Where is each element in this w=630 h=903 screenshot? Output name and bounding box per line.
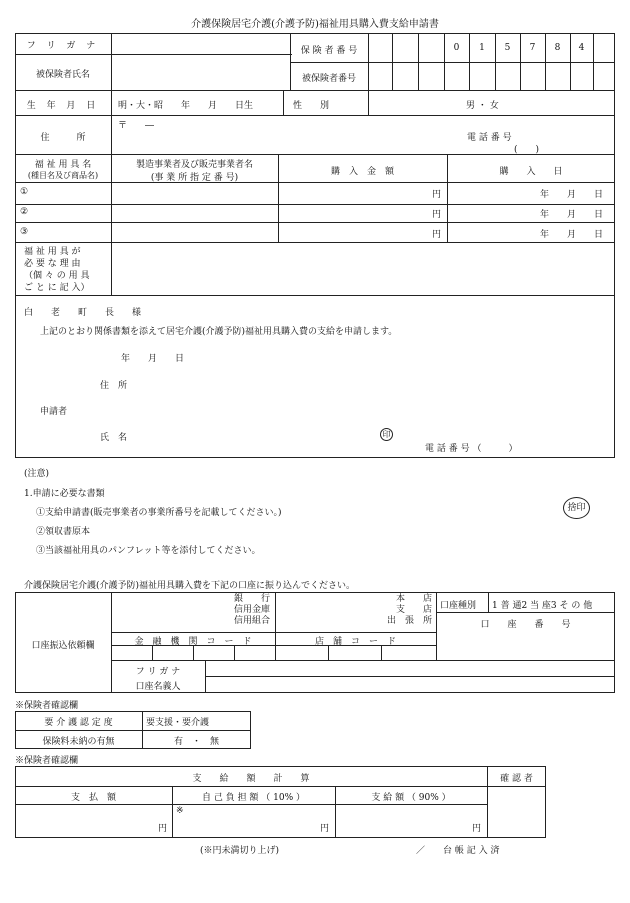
branch-type: 出 張 所: [386, 616, 432, 626]
postal-mark: 〒 ―: [118, 121, 155, 131]
account-number-input[interactable]: [438, 632, 613, 658]
address-label: 住 所: [40, 133, 86, 143]
yen-unit: 円: [472, 824, 482, 834]
reason-label-line: （個 々 の 用 具: [24, 271, 90, 281]
bank-type: 信用組合: [233, 616, 270, 626]
notes-item-1: 1.申請に必要な書類: [24, 489, 105, 499]
care-level-value: 要支援・要介護: [146, 718, 210, 728]
discard-seal: 捨印: [563, 497, 590, 519]
benefit-label: 支 給 額 （ 90% ）: [371, 793, 451, 803]
purchase-amount-header: 購 入 金 額: [330, 167, 394, 177]
bank-intro: 介護保険居宅介護(介護予防)福祉用具購入費を下記の口座に振り込んでください。: [24, 581, 356, 591]
holder-name-label: 口座名義人: [135, 682, 181, 692]
insurer-digit: 1: [479, 43, 485, 53]
row-number: ③: [20, 227, 29, 237]
phone-label: 電 話 番 号: [467, 133, 512, 143]
applicant-label: 申請者: [40, 407, 68, 417]
application-statement: 上記のとおり関係書類を添えて居宅介護(介護予防)福祉用具購入費の支給を申請します。: [40, 327, 398, 337]
rounding-mark: ※: [176, 806, 184, 816]
insured-name-label: 被保険者氏名: [35, 70, 90, 80]
ledger-recorded: ／ 台 帳 記 入 済: [416, 846, 500, 856]
branch-type-list: [370, 594, 432, 627]
yen-unit: 円: [432, 210, 442, 220]
premium-unpaid-value: 有 ・ 無: [173, 737, 219, 747]
row-number: ①: [20, 187, 29, 197]
notes-heading: (注意): [24, 469, 50, 479]
birth-date-value: 明・大・昭 年 月 日生: [118, 101, 254, 111]
insurer-digit: 0: [453, 43, 460, 53]
furigana-input[interactable]: [113, 36, 288, 52]
calc-header: 支 給 額 計 算: [192, 774, 310, 784]
insured-name-input[interactable]: [113, 57, 288, 88]
item-name-header: 福 祉 用 具 名: [34, 160, 92, 170]
reason-label-line: 必 要 な 理 由: [24, 259, 81, 269]
insurer-number-label: 保 険 者 番 号: [300, 46, 358, 56]
yen-unit: 円: [158, 824, 168, 834]
addressee: 白 老 町 長 様: [24, 308, 142, 318]
insurer-digit: 5: [504, 43, 511, 53]
insurer-check-heading-2: ※保険者確認欄: [15, 756, 79, 766]
transfer-request-label: 口座振込依頼欄: [31, 641, 95, 651]
bank-type: 信用金庫: [233, 605, 270, 615]
branch-type: 支 店: [395, 605, 432, 615]
notes-sub-2: ②領収書原本: [36, 527, 91, 537]
payment-amount-label: 支 払 額: [70, 793, 116, 803]
maker-input-2[interactable]: [113, 206, 276, 221]
holder-name-input[interactable]: [207, 677, 613, 692]
account-type-value[interactable]: 1 普 通2 当 座3 そ の 他: [492, 601, 593, 611]
self-pay-label: 自 己 負 担 額 （ 10% ）: [201, 793, 306, 803]
applicant-address-label: 住 所: [100, 381, 128, 391]
rounding-footnote: (※円未満切り上げ): [200, 846, 280, 856]
purchase-date: 年 月 日: [540, 190, 604, 200]
purchase-date: 年 月 日: [540, 210, 604, 220]
bank-code-label: 金 融 機 関 コ ー ド: [134, 637, 252, 647]
care-level-label: 要 介 護 認 定 度: [44, 718, 113, 728]
reason-label: [24, 246, 89, 294]
item-name-subheader: (種目名及び商品名): [27, 171, 99, 180]
account-type-label: 口座種別: [440, 601, 477, 611]
purchase-date-header: 購 入 日: [499, 167, 563, 177]
insurer-digit: 4: [578, 43, 585, 53]
confirmer-label: 確 認 者: [500, 774, 533, 784]
applicant-phone: 電 話 番 号 （ ）: [425, 444, 518, 454]
insurer-digit: 7: [529, 43, 536, 53]
yen-unit: 円: [432, 230, 442, 240]
holder-furigana-input[interactable]: [207, 662, 613, 675]
bank-type: 銀 行: [233, 594, 270, 604]
bank-type-list: [200, 594, 270, 627]
applicant-name-label: 氏 名: [100, 433, 128, 443]
branch-code-label: 店 舗 コ ー ド: [314, 637, 396, 647]
form-title: 介護保険居宅介護(介護予防)福祉用具購入費支給申請書: [191, 19, 439, 30]
purchase-date: 年 月 日: [540, 230, 604, 240]
yen-unit: 円: [320, 824, 330, 834]
branch-type: 本 店: [395, 594, 432, 604]
maker-subheader: (事 業 所 指 定 番 号): [150, 173, 239, 183]
premium-unpaid-label: 保険料未納の有無: [42, 737, 115, 747]
row-number: ②: [20, 207, 29, 217]
holder-furigana-label: フ リ ガ ナ: [135, 667, 181, 677]
address-input[interactable]: [118, 131, 438, 149]
reason-label-line: 福 祉 用 具 が: [24, 247, 81, 257]
account-number-label: 口 座 番 号: [480, 620, 571, 630]
insurer-check-heading: ※保険者確認欄: [15, 701, 79, 711]
birth-date-label: 生 年 月 日: [26, 101, 100, 111]
reason-input[interactable]: [113, 245, 613, 293]
maker-input-3[interactable]: [113, 225, 276, 241]
yen-unit: 円: [432, 190, 442, 200]
furigana-label: フ リ ガ ナ: [26, 41, 100, 51]
notes-sub-1: ①支給申請書(販売事業者の事業所番号を記載してください。): [36, 508, 282, 518]
sex-value[interactable]: 男 ・ 女: [466, 101, 499, 111]
maker-input-1[interactable]: [113, 185, 276, 202]
application-date: 年 月 日: [121, 354, 185, 364]
maker-header: 製造事業者及び販売事業者名: [135, 160, 253, 170]
insured-number-label: 被保険者番号: [301, 74, 356, 84]
seal-mark: 印: [380, 428, 393, 441]
sex-label: 性 別: [293, 101, 330, 111]
reason-label-line: ご と に 記 入）: [24, 283, 90, 293]
phone-paren: ( ): [514, 145, 540, 155]
branch-name-input[interactable]: [278, 594, 378, 630]
notes-sub-3: ③当該福祉用具のパンフレット等を添付してください。: [36, 546, 261, 556]
insurer-digit: 8: [554, 43, 561, 53]
